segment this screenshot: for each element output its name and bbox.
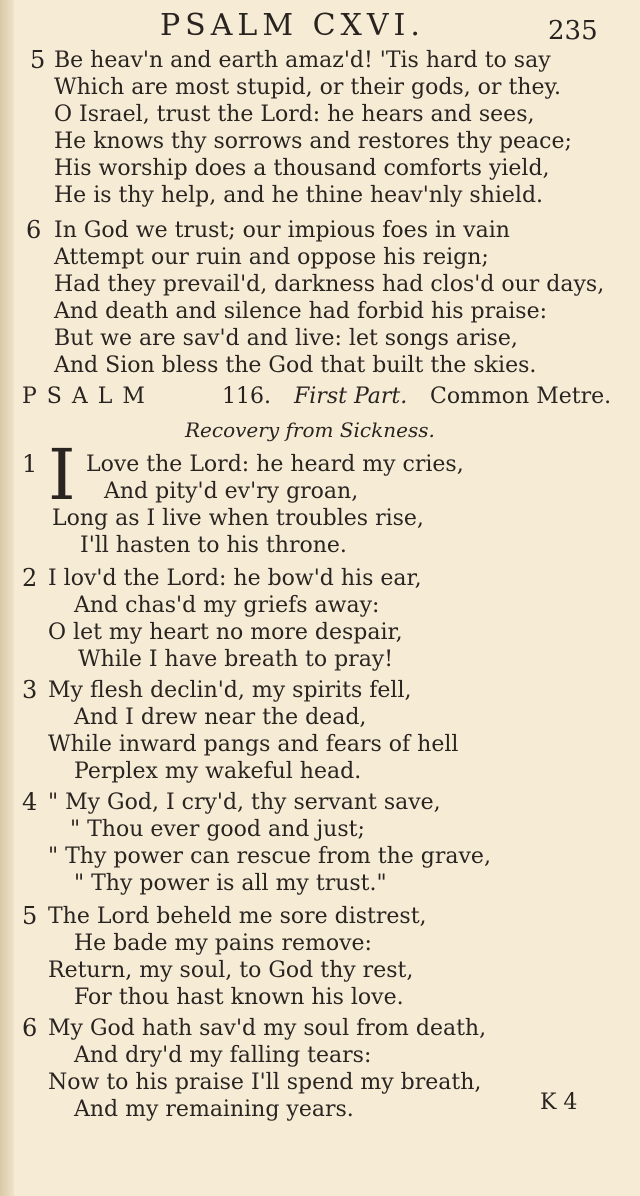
stanza-line: He bade my pains remove: (74, 931, 372, 956)
stanza-line: " Thy power is all my trust." (74, 871, 387, 896)
verse-line: He is thy help, and he thine heav'nly shield. (54, 183, 544, 208)
psalm-metre: Common Metre. (430, 384, 612, 409)
stanza-line: My God hath sav'd my soul from death, (48, 1016, 487, 1041)
stanza-line: And I drew near the dead, (74, 705, 367, 730)
stanza-number: 1 (22, 450, 38, 478)
verse-line: His worship does a thousand comforts yield, (54, 156, 550, 181)
running-title: PSALM CXVI. (160, 8, 425, 43)
stanza-line: And chas'd my griefs away: (74, 593, 380, 618)
stanza-number: 6 (22, 1014, 38, 1042)
verse-number: 5 (30, 46, 46, 74)
verse-line: And death and silence had forbid his praise: (54, 299, 548, 324)
stanza-line: I lov'd the Lord: he bow'd his ear, (48, 566, 422, 591)
verse-line: O Israel, trust the Lord: he hears and sees, (54, 102, 535, 127)
stanza-line: " Thou ever good and just; (70, 817, 365, 842)
drop-cap: I (48, 434, 76, 516)
verse-line: In God we trust; our impious foes in vain (54, 218, 510, 243)
stanza-line: While I have breath to pray! (78, 647, 394, 672)
stanza-line: " My God, I cry'd, thy servant save, (48, 790, 441, 815)
verse-line: He knows thy sorrows and restores thy peace; (54, 129, 572, 154)
stanza-line: And dry'd my falling tears: (74, 1043, 372, 1068)
stanza-line: " Thy power can rescue from the grave, (48, 844, 491, 869)
page-header (0, 8, 640, 44)
stanza-line: Return, my soul, to God thy rest, (48, 958, 414, 983)
psalm-title: PSALM (22, 384, 155, 409)
stanza-line: The Lord beheld me sore distrest, (48, 904, 427, 929)
verse-line: Which are most stupid, or their gods, or they. (54, 75, 561, 100)
stanza-number: 3 (22, 676, 38, 704)
stanza-number: 2 (22, 564, 38, 592)
verse-line: Had they prevail'd, darkness had clos'd our days, (54, 272, 605, 297)
stanza-number: 5 (22, 902, 38, 930)
stanza-line: And pity'd ev'ry groan, (104, 479, 359, 504)
verse-line: Attempt our ruin and oppose his reign; (54, 245, 489, 270)
verse-line: Be heav'n and earth amaz'd! 'Tis hard to say (54, 48, 551, 73)
page-gutter (0, 0, 14, 1196)
signature-mark: K 4 (540, 1090, 578, 1115)
stanza-line: And my remaining years. (74, 1097, 354, 1122)
stanza-line: My flesh declin'd, my spirits fell, (48, 678, 412, 703)
verse-line: And Sion bless the God that built the skies. (54, 353, 537, 378)
stanza-line: While inward pangs and fears of hell (48, 732, 459, 757)
psalm-number: 116. (222, 384, 271, 409)
psalm-part: First Part. (294, 384, 408, 409)
psalm-subtitle: Recovery from Sickness. (185, 418, 435, 442)
stanza-line: For thou hast known his love. (74, 985, 404, 1010)
stanza-line: Now to his praise I'll spend my breath, (48, 1070, 482, 1095)
page-number: 235 (548, 16, 598, 46)
verse-number: 6 (26, 216, 42, 244)
stanza-line: I'll hasten to his throne. (80, 533, 347, 558)
stanza-line: Long as I live when troubles rise, (52, 506, 424, 531)
stanza-line: O let my heart no more despair, (48, 620, 403, 645)
stanza-line: Perplex my wakeful head. (74, 759, 362, 784)
stanza-number: 4 (22, 788, 38, 816)
psalm-heading (22, 384, 632, 414)
verse-line: But we are sav'd and live: let songs arise, (54, 326, 518, 351)
stanza-line: Love the Lord: he heard my cries, (86, 452, 464, 477)
